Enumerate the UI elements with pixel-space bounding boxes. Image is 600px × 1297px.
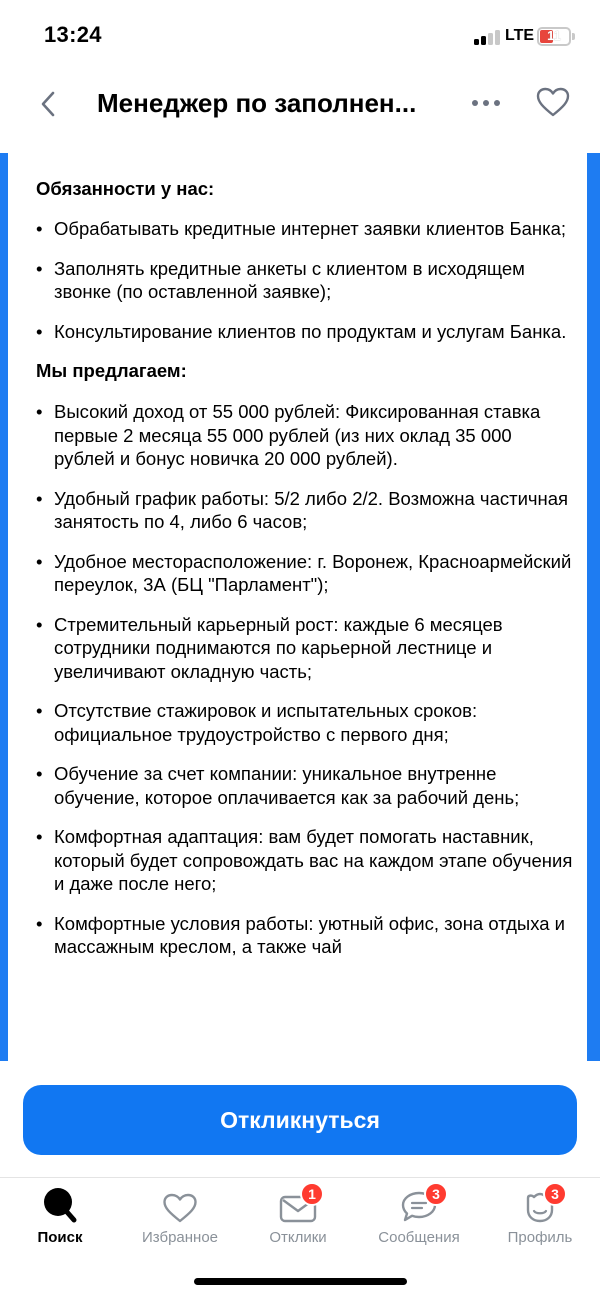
offers-list [36, 400, 587, 959]
favorite-button[interactable] [531, 82, 575, 122]
tab-search[interactable] [20, 1178, 100, 1258]
more-dots-icon [471, 99, 501, 107]
battery-nub [572, 33, 575, 40]
list-item: • Удобный график работы: 5/2 либо 2/2. Возможна частичная занятость по 4, либо 6 часов; [36, 487, 587, 534]
tab-favorites[interactable] [130, 1178, 230, 1258]
list-item: • Обучение за счет компании: уникальное внутренне обучение, которое оплачивается как за рабочий день; [36, 762, 587, 809]
messages-badge: 3 [424, 1182, 448, 1206]
duties-list [36, 217, 587, 343]
nav-header [0, 72, 600, 152]
content-fade [8, 1030, 587, 1061]
offer-heading: Мы предлагаем: [36, 360, 187, 381]
tab-label: Профиль [507, 1229, 573, 1246]
page-title: Менеджер по заполнен... [97, 88, 417, 118]
battery-icon [537, 27, 571, 46]
signal-strength-icon [474, 29, 500, 45]
content-highlight-frame [0, 153, 600, 1061]
tab-bar [0, 1177, 600, 1257]
heart-outline-icon [535, 86, 571, 118]
more-options-button[interactable] [466, 86, 506, 120]
tab-label: Отклики [269, 1229, 327, 1246]
list-item: • Комфортные условия работы: уютный офис, зона отдыха и массажным креслом, а также чай [36, 912, 587, 959]
list-item: • Комфортная адаптация: вам будет помогать наставник, который будет сопровождать вас на каждом этапе обучения и даже после него; [36, 825, 587, 896]
search-icon [42, 1186, 78, 1224]
heart-icon [161, 1192, 199, 1224]
list-item: • Отсутствие стажировок и испытательных сроков: официальное трудоустройство с первого дня; [36, 699, 587, 746]
network-type: LTE [505, 27, 535, 44]
tab-profile[interactable] [498, 1178, 582, 1258]
status-time: 13:24 [44, 22, 102, 47]
battery-level: 11 [547, 28, 561, 43]
profile-badge: 3 [543, 1182, 567, 1206]
list-item: • Обрабатывать кредитные интернет заявки клиентов Банка; [36, 217, 587, 241]
list-item: • Стремительный карьерный рост: каждые 6 месяцев сотрудники поднимаются по карьерной лестнице и увеличивают окладную часть; [36, 613, 587, 684]
responses-badge: 1 [300, 1182, 324, 1206]
back-button[interactable] [24, 80, 72, 128]
home-indicator[interactable] [194, 1278, 407, 1285]
tab-messages[interactable] [368, 1178, 470, 1258]
tab-responses[interactable] [258, 1178, 338, 1258]
status-bar [0, 0, 600, 72]
respond-button[interactable]: Откликнуться [23, 1085, 577, 1155]
duties-heading: Обязанности у нас: [36, 178, 215, 199]
chevron-left-icon [38, 89, 58, 119]
tab-label: Поиск [37, 1229, 83, 1246]
list-item: • Удобное месторасположение: г. Воронеж, Красноармейский переулок, 3А (БЦ "Парламент"); [36, 550, 587, 597]
vacancy-description[interactable] [8, 153, 587, 1061]
tab-label: Сообщения [378, 1229, 460, 1246]
list-item: • Высокий доход от 55 000 рублей: Фиксированная ставка первые 2 месяца 55 000 рублей (из них оклад 35 000 рублей и бонус новичка 20 000 рублей). [36, 400, 587, 471]
list-item: • Консультирование клиентов по продуктам и услугам Банка. [36, 320, 587, 344]
tab-label: Избранное [141, 1229, 219, 1246]
list-item: • Заполнять кредитные анкеты с клиентом в исходящем звонке (по оставленной заявке); [36, 257, 587, 304]
